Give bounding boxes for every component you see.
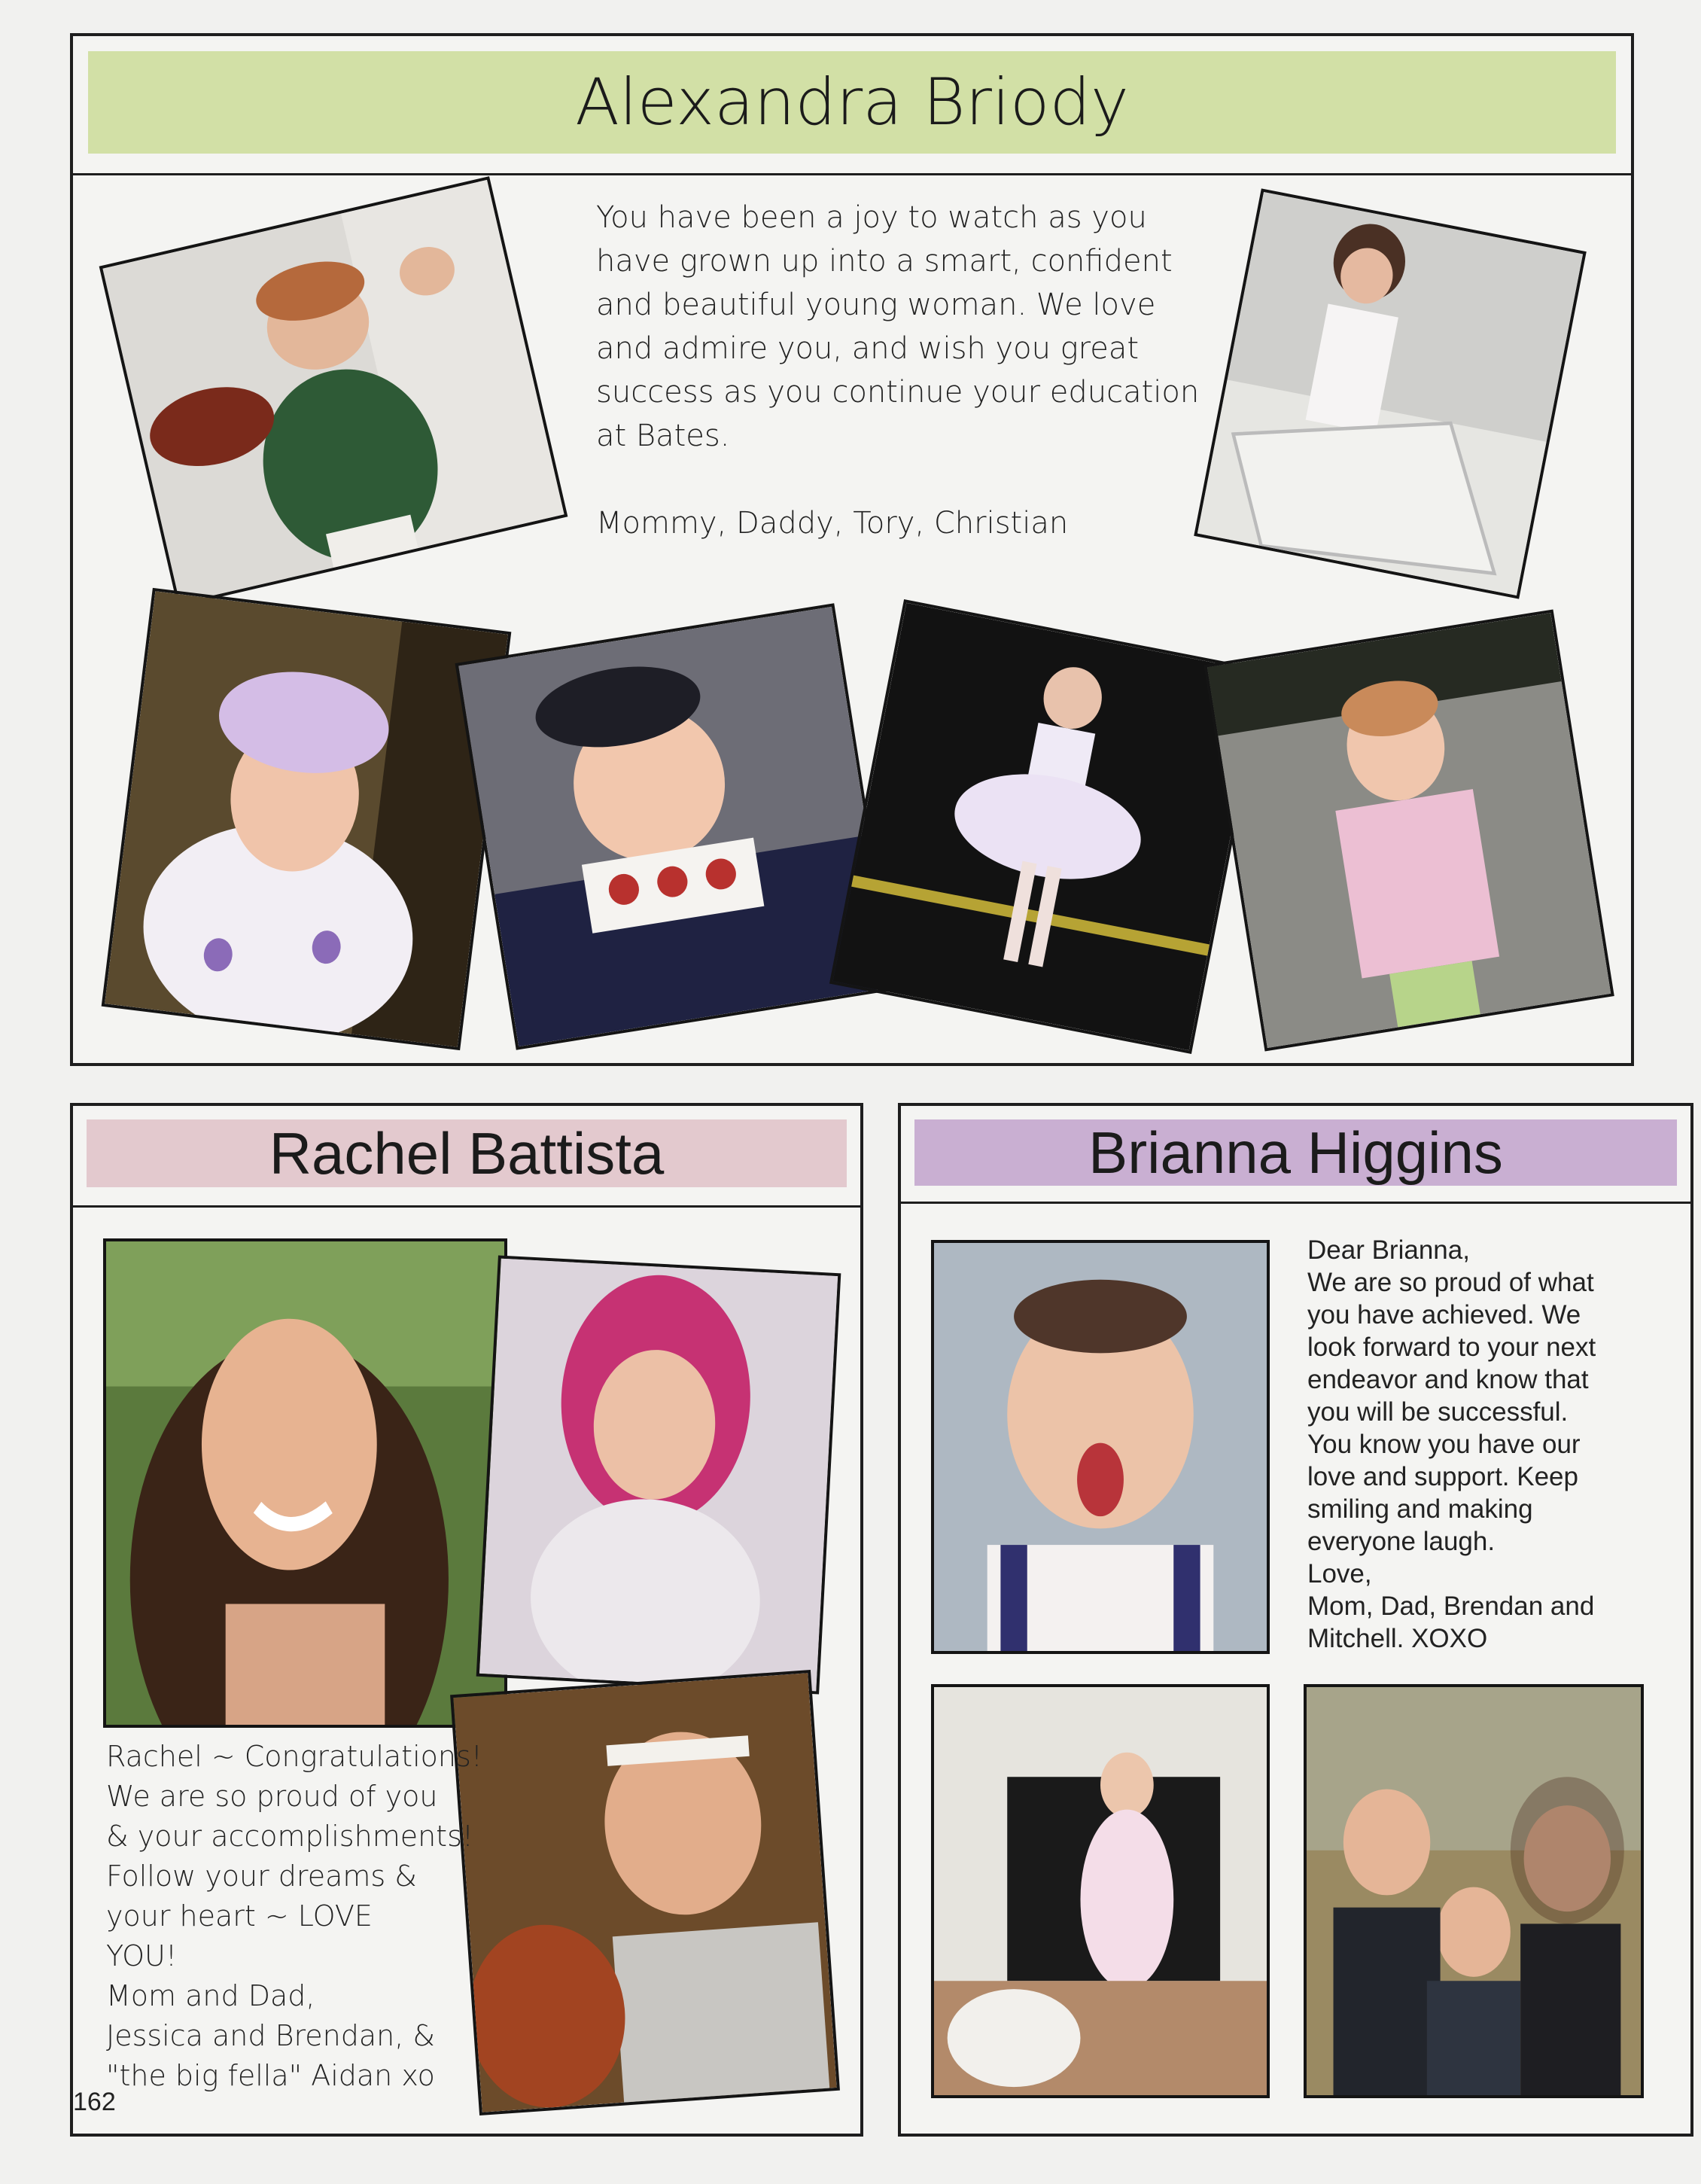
message-line: YOU! — [106, 1939, 178, 1972]
photo-chair-child — [1194, 188, 1587, 599]
message-line: everyone laugh. — [1307, 1527, 1496, 1556]
message-line: and admire you, and wish you great — [596, 331, 1140, 366]
photo-siblings — [1304, 1684, 1644, 2098]
message-line: at Bates. — [596, 419, 730, 453]
tribute-rachel-battista — [70, 1103, 863, 2137]
message-line: endeavor and know that — [1307, 1365, 1589, 1394]
tribute-header — [901, 1106, 1690, 1204]
tribute-message — [1307, 1234, 1596, 1655]
tribute-header — [73, 36, 1631, 175]
name-banner — [87, 1119, 847, 1187]
photo-sweater-child — [1203, 609, 1614, 1051]
tribute-brianna-higgins — [898, 1103, 1693, 2137]
message-line: You know you have our — [1307, 1430, 1581, 1459]
page-number: 162 — [73, 2088, 116, 2116]
message-line: Follow your dreams & — [106, 1860, 417, 1893]
photo-ballet-child — [829, 599, 1266, 1054]
message-line: your heart ~ LOVE — [106, 1899, 373, 1933]
photo-rachel-portrait — [103, 1238, 507, 1728]
message-line: We are so proud of you — [106, 1780, 438, 1813]
name-banner — [88, 51, 1616, 154]
photo-baby-tongue — [931, 1240, 1270, 1654]
message-line: Jessica and Brendan, & — [106, 2019, 435, 2052]
message-line: success as you continue your education — [596, 375, 1200, 410]
message-line: Dear Brianna, — [1307, 1235, 1470, 1265]
name-banner — [914, 1119, 1677, 1186]
photo-bonnet-child — [102, 588, 512, 1050]
photo-basketball-child — [450, 1670, 840, 2115]
message-line: look forward to your next — [1307, 1333, 1596, 1362]
message-line: Rachel ~ Congratulations! — [106, 1740, 482, 1773]
message-line: & your accomplishments! — [106, 1820, 474, 1853]
photo-football-child — [99, 176, 568, 607]
tribute-message — [596, 196, 1199, 545]
tribute-name: Brianna Higgins — [1088, 1119, 1503, 1186]
photo-pink-hood-baby — [476, 1255, 841, 1694]
tribute-alexandra-briody — [70, 33, 1634, 1066]
tribute-name: Alexandra Briody — [575, 65, 1129, 140]
message-line: love and support. Keep — [1307, 1462, 1578, 1491]
message-line: "the big fella" Aidan xo — [106, 2059, 435, 2092]
message-line: Mom, Dad, Brendan and — [1307, 1592, 1595, 1621]
message-line: and beautiful young woman. We love — [596, 288, 1156, 322]
message-line: you will be successful. — [1307, 1397, 1569, 1427]
message-line: Mom and Dad, — [106, 1979, 315, 2012]
tribute-header — [73, 1106, 860, 1208]
photo-fireplace-child — [931, 1684, 1270, 2098]
message-line: Love, — [1307, 1559, 1372, 1589]
signature: Mommy, Daddy, Tory, Christian — [596, 506, 1069, 541]
tribute-name: Rachel Battista — [269, 1119, 665, 1186]
message-line: have grown up into a smart, confident — [596, 244, 1173, 279]
message-line: Mitchell. XOXO — [1307, 1624, 1488, 1653]
tribute-message — [106, 1737, 482, 2096]
message-line: You have been a joy to watch as you — [596, 200, 1147, 235]
message-line: We are so proud of what — [1307, 1268, 1594, 1297]
message-line: you have achieved. We — [1307, 1300, 1581, 1330]
message-line: smiling and making — [1307, 1494, 1533, 1524]
